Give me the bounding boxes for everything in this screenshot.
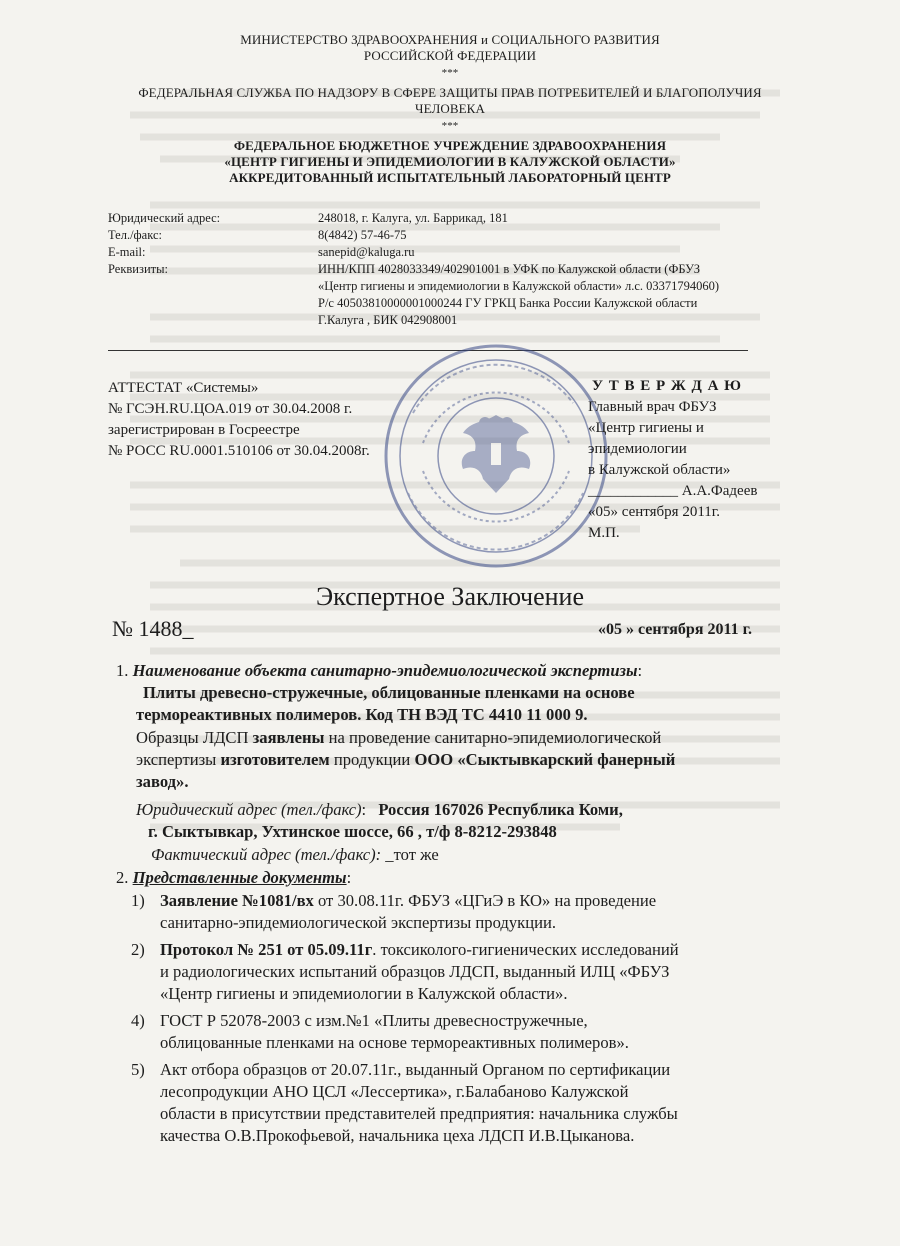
doc-item-1-bold: Заявление [160,891,238,910]
section-2-heading [116,867,351,889]
address-label: Юридический адрес: [108,211,221,225]
actual-address-label: Фактический адрес (тел./факс): [151,845,382,864]
samples-text-b: заявлены [252,728,325,747]
samples-text-d: экспертизы [136,750,217,769]
attestat-line-4: № РОСС RU.0001.510106 от 30.04.2008г. [108,443,370,459]
doc-item-1-text-1: от 30.08.11г. ФБУЗ «ЦГиЭ в КО» на проведение [313,891,657,910]
approval-line-2: «Центр гигиены и [588,420,704,436]
approval-heading: У Т В Е Р Ж Д А Ю [592,378,743,394]
phone-label: Тел./факс: [108,228,162,242]
doc-item-5-line-1: Акт отбора образцов от 20.07.11г., выданный Органом по сертификации [160,1060,671,1079]
doc-item-5-number: 5) [131,1060,145,1079]
phone-value: 8(4842) 57-46-75 [318,228,407,242]
legal-address-value-2: г. Сыктывкар, Ухтинское шоссе, 66 , т/ф 8-8212-293848 [148,822,557,841]
approval-signature: ____________ А.А.Фадеев [588,483,758,499]
samples-text-g: ООО «Сыктывкарский фанерный [414,750,676,769]
doc-item-5-line-3: области в присутствии представителей предприятия: начальника службы [160,1104,678,1123]
ministry-line-2: РОССИЙСКОЙ ФЕДЕРАЦИИ [363,48,537,63]
doc-item-2-line-1 [160,939,679,961]
legal-address-label: Юридический адрес (тел./факс) [136,800,362,819]
doc-item-2-number: 2) [131,940,145,959]
bank-line-1: ИНН/КПП 4028033349/402901001 в УФК по Калужской области (ФБУЗ [318,262,701,276]
section-2-label: Представленные документы [132,868,347,887]
bank-line-3: Р/с 40503810000001000244 ГУ ГРКЦ Банка России Калужской области [318,296,698,310]
samples-line-1 [136,727,661,749]
separator-2: *** [441,120,459,132]
section-1-label: Наименование объекта санитарно-эпидемиологической экспертизы [132,661,638,680]
samples-text-a: Образцы ЛДСП [136,728,249,747]
separator-1: *** [441,67,459,79]
samples-text-c: на проведение санитарно-эпидемиологической [328,728,662,747]
doc-item-4-line-2: облицованные пленками на основе термореактивных полимеров». [160,1033,629,1052]
institution-line-3: АККРЕДИТОВАННЫЙ ИСПЫТАТЕЛЬНЫЙ ЛАБОРАТОРНЫЙ ЦЕНТР [229,170,671,185]
section-1-colon: : [637,661,643,680]
section-2-colon: : [346,868,352,887]
ministry-line-1: МИНИСТЕРСТВО ЗДРАВООХРАНЕНИЯ и СОЦИАЛЬНОГО РАЗВИТИЯ [240,32,660,47]
approval-line-4: в Калужской области» [588,462,731,478]
document-date: «05 » сентября 2011 г. [598,621,753,638]
doc-item-4-line-1: ГОСТ Р 52078-2003 с изм.№1 «Плиты древесностружечные, [160,1011,588,1030]
approval-line-1: Главный врач ФБУЗ [588,399,717,415]
actual-address-value: _тот же [385,845,439,864]
stamp-place: М.П. [588,525,620,541]
doc-item-2-line-3: «Центр гигиены и эпидемиологии в Калужской области». [160,984,568,1003]
actual-address-line [151,844,439,866]
product-line-2: термореактивных полимеров. Код ТН ВЭД ТС 4410 11 000 9. [136,705,588,724]
eagle-emblem-icon [462,415,531,493]
attestat-line-1: АТТЕСТАТ «Системы» [108,380,259,396]
bank-line-4: Г.Калуга , БИК 042908001 [318,313,458,327]
document-title: Экспертное Заключение [315,582,585,611]
approval-line-3: эпидемиологии [588,441,687,457]
approval-date: «05» сентября 2011г. [588,504,720,520]
doc-item-2-line-2: и радиологических испытаний образцов ЛДСП, выданный ИЛЦ «ФБУЗ [160,962,670,981]
email-label: E-mail: [108,245,146,259]
samples-line-2 [136,749,675,771]
service-line-2: ЧЕЛОВЕКА [415,101,485,116]
document-number: № 1488_ [112,616,194,641]
bank-label: Реквизиты: [108,262,168,276]
legal-address-line-1 [136,799,623,821]
samples-text-e: изготовителем [220,750,330,769]
institution-line-2: «ЦЕНТР ГИГИЕНЫ И ЭПИДЕМИОЛОГИИ В КАЛУЖСКОЙ ОБЛАСТИ» [224,154,676,169]
doc-item-1-bold-number: №1081/вх [242,891,314,910]
section-2-number: 2. [116,868,129,887]
attestat-line-2: № ГСЭН.RU.ЦОА.019 от 30.04.2008 г. [108,401,353,417]
doc-item-1-line-1 [160,890,656,912]
section-1-number: 1. [116,661,129,680]
bank-line-2: «Центр гигиены и эпидемиологии в Калужской области» л.с. 03371794060) [318,279,720,293]
address-value: 248018, г. Калуга, ул. Баррикад, 181 [318,211,508,225]
doc-item-1-line-2: санитарно-эпидемиологической экспертизы продукции. [160,913,556,932]
doc-item-2-text-1: . токсиколого-гигиенических исследований [372,940,679,959]
service-line-1: ФЕДЕРАЛЬНАЯ СЛУЖБА ПО НАДЗОРУ В СФЕРЕ ЗАЩИТЫ ПРАВ ПОТРЕБИТЕЛЕЙ И БЛАГОПОЛУЧИЯ [138,85,762,100]
legal-address-value-1: Россия 167026 Республика Коми, [378,800,623,819]
samples-text-f: продукции [333,750,411,769]
attestat-line-3: зарегистрирован в Госреестре [108,422,300,438]
doc-item-5-line-2: лесопродукции АНО ЦСЛ «Лессертика», г.Балабаново Калужской [160,1082,629,1101]
doc-item-1-number: 1) [131,891,145,910]
doc-item-2-bold: Протокол № 251 от 05.09.11г [160,940,373,959]
doc-item-4-number: 4) [131,1011,145,1030]
legal-address-colon: : [361,800,367,819]
email-value: sanepid@kaluga.ru [318,245,415,259]
doc-item-5-line-4: качества О.В.Прокофьевой, начальника цеха ЛДСП И.В.Цыканова. [160,1126,635,1145]
product-line-1: Плиты древесно-стружечные, облицованные пленками на основе [143,683,635,702]
institution-line-1: ФЕДЕРАЛЬНОЕ БЮДЖЕТНОЕ УЧРЕЖДЕНИЕ ЗДРАВООХРАНЕНИЯ [233,138,667,153]
section-1-heading [116,660,642,682]
samples-line-3: завод». [136,772,189,791]
round-seal-stamp [383,343,609,569]
